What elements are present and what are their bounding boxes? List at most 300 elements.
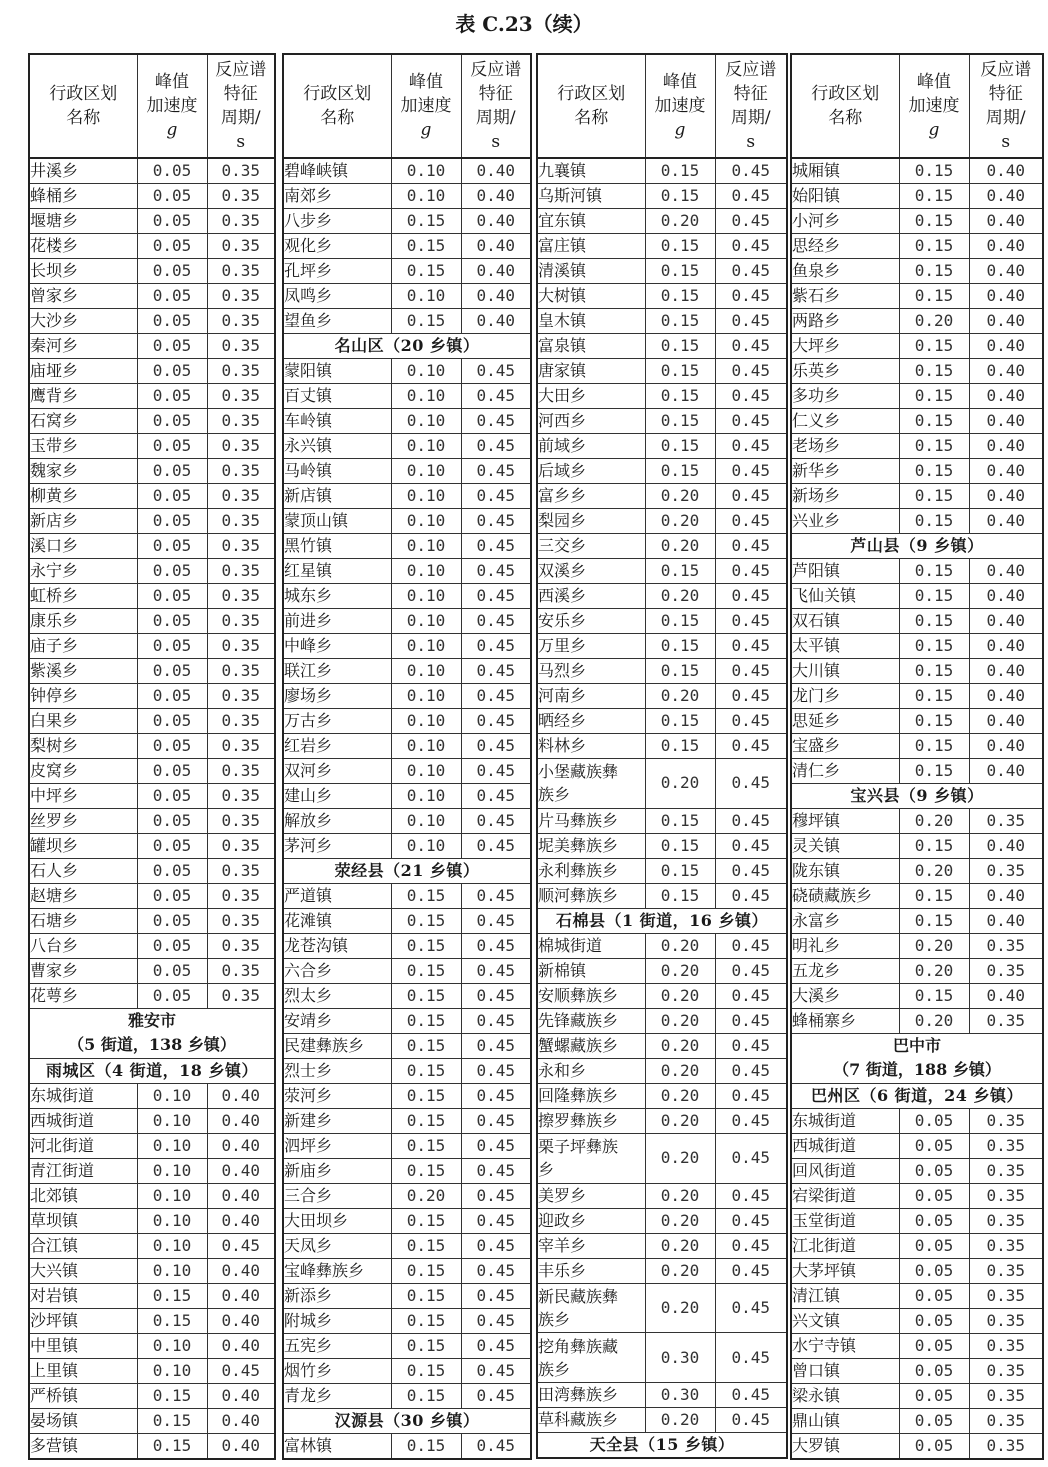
cell-period: 0.35 [207,334,275,359]
cell-pga: 0.15 [899,459,969,484]
table-row [29,934,275,959]
cell-name: 康乐乡 [29,609,137,634]
cell-name: 龙苍沟镇 [283,934,391,959]
table-row [283,1234,531,1259]
cell-name: 万里乡 [537,634,645,659]
table-row [791,1208,1043,1233]
cell-period: 0.45 [461,484,531,509]
cell-name: 花萼乡 [29,984,137,1009]
header-pga-line: 加速度 [400,96,452,116]
cell-pga: 0.10 [137,1158,207,1183]
cell-pga: 0.05 [137,684,207,709]
section-title: 天全县（15 乡镇） [537,1433,787,1459]
table-row [537,1083,787,1108]
cell-pga: 0.10 [137,1358,207,1383]
cell-name: 廖场乡 [283,684,391,709]
cell-pga: 0.20 [899,309,969,334]
table-row [791,1108,1043,1133]
cell-period: 0.35 [207,784,275,809]
table-row [537,659,787,684]
cell-period: 0.40 [207,1208,275,1233]
cell-period: 0.40 [969,234,1043,259]
table-row [29,184,275,209]
cell-period: 0.45 [715,709,787,734]
cell-pga: 0.05 [137,459,207,484]
table-row [537,684,787,709]
cell-pga: 0.15 [899,684,969,709]
cell-period: 0.35 [207,609,275,634]
cell-pga: 0.10 [391,409,461,434]
cell-pga: 0.10 [137,1133,207,1158]
cell-pga: 0.20 [899,934,969,959]
table-row [29,1283,275,1308]
cell-period: 0.35 [969,1308,1043,1333]
cell-period: 0.45 [461,734,531,759]
table-row [791,1333,1043,1358]
table-row [283,209,531,234]
table-row [537,1258,787,1283]
cell-pga: 0.05 [899,1183,969,1208]
cell-pga: 0.10 [137,1233,207,1258]
header-period [207,54,275,158]
header-period-line: 反应谱 [725,60,777,80]
table-row [283,359,531,384]
section-title: 石棉县（1 街道，16 乡镇） [537,908,787,933]
cell-name: 安靖乡 [283,1009,391,1034]
cell-pga: 0.10 [137,1108,207,1133]
table-row [537,1008,787,1033]
cell-period: 0.35 [969,1133,1043,1158]
cell-pga: 0.05 [137,309,207,334]
table-row [791,309,1043,334]
cell-period: 0.40 [207,1308,275,1333]
cell-name: 沙坪镇 [29,1308,137,1333]
cell-name: 白果乡 [29,709,137,734]
header-period-line: 周期/ [730,108,771,128]
cell-pga: 0.10 [391,359,461,384]
cell-name: 安顺彝族乡 [537,983,645,1008]
cell-pga: 0.05 [137,809,207,834]
cell-pga: 0.15 [137,1433,207,1459]
cell-pga: 0.05 [899,1133,969,1158]
cell-period: 0.40 [969,409,1043,434]
cell-pga: 0.15 [137,1283,207,1308]
table-row [537,808,787,833]
cell-period: 0.35 [969,809,1043,834]
cell-pga: 0.15 [391,234,461,259]
header-name [791,54,899,158]
cell-pga: 0.15 [391,959,461,984]
cell-pga: 0.20 [645,1258,715,1283]
cell-period: 0.45 [715,234,787,259]
cell-name: 龙门乡 [791,684,899,709]
cell-name: 车岭镇 [283,409,391,434]
cell-pga: 0.15 [645,808,715,833]
cell-period: 0.40 [207,1283,275,1308]
cell-name: 宝盛乡 [791,734,899,759]
cell-period: 0.45 [461,909,531,934]
table-row [283,584,531,609]
cell-pga: 0.20 [645,484,715,509]
table-row [791,884,1043,909]
cell-period: 0.45 [461,784,531,809]
cell-period: 0.45 [461,809,531,834]
table-row [29,534,275,559]
cell-period: 0.35 [207,509,275,534]
cell-period: 0.45 [715,1133,787,1183]
cell-period: 0.45 [461,534,531,559]
cell-name-line: 新民藏族彝 [538,1286,619,1306]
table-row [537,259,787,284]
cell-pga: 0.20 [645,1008,715,1033]
table-row [791,259,1043,284]
cell-pga: 0.05 [899,1433,969,1459]
cell-pga: 0.10 [391,609,461,634]
header-period-line: s [1001,132,1011,152]
table-row [537,1133,787,1183]
cell-period: 0.35 [207,209,275,234]
cell-pga: 0.05 [137,609,207,634]
table-row [537,1208,787,1233]
cell-period: 0.45 [715,1183,787,1208]
cell-period: 0.40 [969,284,1043,309]
cell-period: 0.40 [461,284,531,309]
cell-period: 0.45 [715,459,787,484]
cell-period: 0.45 [461,709,531,734]
cell-name: 棉城街道 [537,933,645,958]
cell-name: 永富乡 [791,909,899,934]
cell-name: 河北街道 [29,1133,137,1158]
cell-period: 0.35 [207,309,275,334]
table-row [537,1058,787,1083]
cell-name: 料林乡 [537,734,645,759]
header-pga-line: g [420,120,432,140]
table-row [791,1183,1043,1208]
cell-pga: 0.15 [645,609,715,634]
cell-period: 0.45 [461,1384,531,1409]
table-row [537,434,787,459]
cell-pga: 0.15 [645,184,715,209]
cell-pga: 0.05 [137,584,207,609]
cell-pga: 0.05 [137,234,207,259]
cell-pga: 0.15 [899,509,969,534]
cell-name: 八步乡 [283,209,391,234]
section-header-row [283,334,531,359]
cell-period: 0.40 [461,309,531,334]
cell-name: 晏场镇 [29,1408,137,1433]
cell-pga: 0.10 [391,459,461,484]
header-pga-line: 加速度 [146,96,198,116]
cell-period: 0.35 [969,859,1043,884]
cell-period: 0.45 [207,1358,275,1383]
cell-pga: 0.15 [645,158,715,184]
cell-period: 0.45 [715,1333,787,1383]
cell-pga: 0.15 [391,1334,461,1359]
table-row [283,158,531,184]
section-header-row [283,1409,531,1434]
table-row [283,1084,531,1109]
cell-period: 0.35 [969,1108,1043,1133]
cell-pga: 0.15 [391,884,461,909]
cell-pga: 0.15 [645,309,715,334]
cell-name: 大树镇 [537,284,645,309]
table-row [283,534,531,559]
cell-period: 0.45 [461,684,531,709]
header-name [537,54,645,158]
table-row [537,309,787,334]
table-row [29,1158,275,1183]
cell-name: 蒙顶山镇 [283,509,391,534]
cell-pga: 0.15 [391,1384,461,1409]
cell-pga: 0.20 [391,1184,461,1209]
cell-period: 0.45 [715,334,787,359]
cell-name: 丰乐乡 [537,1258,645,1283]
cell-name: 富林镇 [283,1434,391,1460]
cell-name: 新庙乡 [283,1159,391,1184]
cell-name: 永兴镇 [283,434,391,459]
cell-name: 花滩镇 [283,909,391,934]
header-period-line: 反应谱 [215,60,267,80]
cell-period: 0.45 [715,1408,787,1433]
cell-pga: 0.15 [645,259,715,284]
cell-period: 0.35 [207,459,275,484]
cell-name: 多营镇 [29,1433,137,1459]
cell-period: 0.45 [715,559,787,584]
table-row [537,609,787,634]
cell-name: 庙子乡 [29,634,137,659]
cell-pga: 0.20 [645,1208,715,1233]
cell-pga: 0.10 [391,734,461,759]
table-row [29,709,275,734]
table-row [791,809,1043,834]
cell-period: 0.45 [461,1134,531,1159]
cell-pga: 0.15 [645,734,715,759]
table-row [537,359,787,384]
cell-period: 0.35 [207,934,275,959]
cell-period: 0.45 [461,1359,531,1384]
cell-pga: 0.15 [899,384,969,409]
cell-name: 红星镇 [283,559,391,584]
table-row [283,659,531,684]
cell-name: 安乐乡 [537,609,645,634]
cell-pga: 0.10 [137,1208,207,1233]
cell-pga: 0.05 [137,259,207,284]
cell-name: 大溪乡 [791,984,899,1009]
cell-name: 新店镇 [283,484,391,509]
cell-pga: 0.20 [645,1083,715,1108]
cell-period: 0.35 [207,184,275,209]
cell-pga: 0.30 [645,1383,715,1408]
cell-pga: 0.10 [391,784,461,809]
cell-name: 严桥镇 [29,1383,137,1408]
cell-name: 穆坪镇 [791,809,899,834]
cell-name: 钟停乡 [29,684,137,709]
table-container [28,53,1042,1455]
cell-period: 0.45 [461,434,531,459]
cell-pga: 0.15 [137,1383,207,1408]
cell-period: 0.45 [715,359,787,384]
cell-pga: 0.05 [899,1258,969,1283]
cell-name: 黑竹镇 [283,534,391,559]
cell-period: 0.45 [715,659,787,684]
cell-period: 0.45 [461,409,531,434]
table-row [791,559,1043,584]
cell-name: 碧峰峡镇 [283,158,391,184]
table-row [791,659,1043,684]
cell-period: 0.35 [207,158,275,184]
table-row [29,584,275,609]
cell-period: 0.40 [969,484,1043,509]
cell-period: 0.40 [969,359,1043,384]
table-row [283,809,531,834]
cell-name: 后域乡 [537,459,645,484]
cell-name: 玉带乡 [29,434,137,459]
header-name-line: 名称 [574,108,609,128]
table-row [283,1359,531,1384]
cell-pga: 0.15 [391,209,461,234]
table-row [791,359,1043,384]
cell-name: 玉堂街道 [791,1208,899,1233]
table-row [537,1033,787,1058]
cell-pga: 0.20 [645,759,715,809]
cell-period: 0.45 [715,1108,787,1133]
table-row [29,959,275,984]
header-pga [899,54,969,158]
cell-pga: 0.05 [137,834,207,859]
table-row [29,809,275,834]
cell-name: 曾口镇 [791,1358,899,1383]
cell-pga: 0.15 [391,1209,461,1234]
cell-period: 0.45 [461,1009,531,1034]
table-row [791,709,1043,734]
cell-period: 0.35 [207,759,275,784]
cell-name: 仁义乡 [791,409,899,434]
cell-name: 片马彝族乡 [537,808,645,833]
table-row [283,384,531,409]
table-row [29,609,275,634]
cell-pga: 0.15 [645,559,715,584]
cell-pga: 0.20 [645,1183,715,1208]
cell-period: 0.45 [715,734,787,759]
header-name [283,54,391,158]
table-row [537,334,787,359]
cell-name: 堰塘乡 [29,209,137,234]
cell-name: 上里镇 [29,1358,137,1383]
cell-pga: 0.05 [899,1408,969,1433]
cell-pga: 0.05 [137,284,207,309]
cell-period: 0.45 [461,934,531,959]
section-header-row [791,784,1043,809]
cell-period: 0.35 [969,1408,1043,1433]
header-name-line: 行政区划 [811,84,880,104]
cell-pga: 0.05 [137,659,207,684]
cell-name: 中坪乡 [29,784,137,809]
cell-pga: 0.05 [137,534,207,559]
table-row [791,734,1043,759]
cell-name: 烟竹乡 [283,1359,391,1384]
cell-period: 0.45 [461,559,531,584]
cell-period: 0.45 [715,983,787,1008]
table-row [283,884,531,909]
cell-pga: 0.05 [137,884,207,909]
city-title-line: （5 街道，138 乡镇） [68,1035,236,1055]
cell-pga: 0.10 [391,834,461,859]
cell-name: 观化乡 [283,234,391,259]
table-row [283,1134,531,1159]
cell-name: 大川镇 [791,659,899,684]
cell-period: 0.40 [969,884,1043,909]
cell-name: 石塘乡 [29,909,137,934]
cell-name-line: 族乡 [538,1309,571,1329]
cell-pga: 0.05 [899,1383,969,1408]
table-row [791,984,1043,1009]
cell-name: 荥河乡 [283,1084,391,1109]
table-row [29,734,275,759]
cell-period: 0.45 [461,384,531,409]
cell-pga: 0.05 [137,434,207,459]
cell-period: 0.40 [207,1408,275,1433]
cell-period: 0.45 [715,609,787,634]
cell-name: 大兴镇 [29,1258,137,1283]
table-row [283,1284,531,1309]
cell-name: 永和乡 [537,1058,645,1083]
cell-name [537,1133,645,1183]
header-pga-line: g [674,120,686,140]
table-row [537,1383,787,1408]
cell-pga: 0.10 [137,1083,207,1108]
cell-period: 0.45 [715,1283,787,1333]
cell-period: 0.45 [461,359,531,384]
cell-pga: 0.20 [899,859,969,884]
cell-name: 先锋藏族乡 [537,1008,645,1033]
cell-pga: 0.20 [645,1283,715,1333]
cell-period: 0.45 [461,634,531,659]
table-row [29,309,275,334]
cell-pga: 0.15 [899,484,969,509]
cell-pga: 0.05 [137,484,207,509]
cell-pga: 0.15 [899,184,969,209]
cell-name: 晒经乡 [537,709,645,734]
cell-name: 宜东镇 [537,209,645,234]
cell-pga: 0.10 [137,1183,207,1208]
cell-name: 石窝乡 [29,409,137,434]
cell-pga: 0.05 [137,158,207,184]
cell-pga: 0.20 [899,809,969,834]
cell-period: 0.40 [969,634,1043,659]
table-row [791,484,1043,509]
cell-period: 0.45 [461,1334,531,1359]
cell-name: 井溪乡 [29,158,137,184]
cell-name: 合江镇 [29,1233,137,1258]
table-row [29,209,275,234]
table-row [537,933,787,958]
table-row [537,1283,787,1333]
table-row [283,1309,531,1334]
cell-name: 城厢镇 [791,158,899,184]
cell-pga: 0.15 [391,1259,461,1284]
cell-period: 0.45 [461,959,531,984]
table-row [29,284,275,309]
table-row [29,1358,275,1383]
cell-pga: 0.15 [645,659,715,684]
cell-period: 0.45 [715,1258,787,1283]
cell-name: 泗坪乡 [283,1134,391,1159]
cell-name: 河南乡 [537,684,645,709]
table-row [537,509,787,534]
cell-pga: 0.20 [645,1408,715,1433]
cell-period: 0.40 [969,259,1043,284]
header-name [29,54,137,158]
